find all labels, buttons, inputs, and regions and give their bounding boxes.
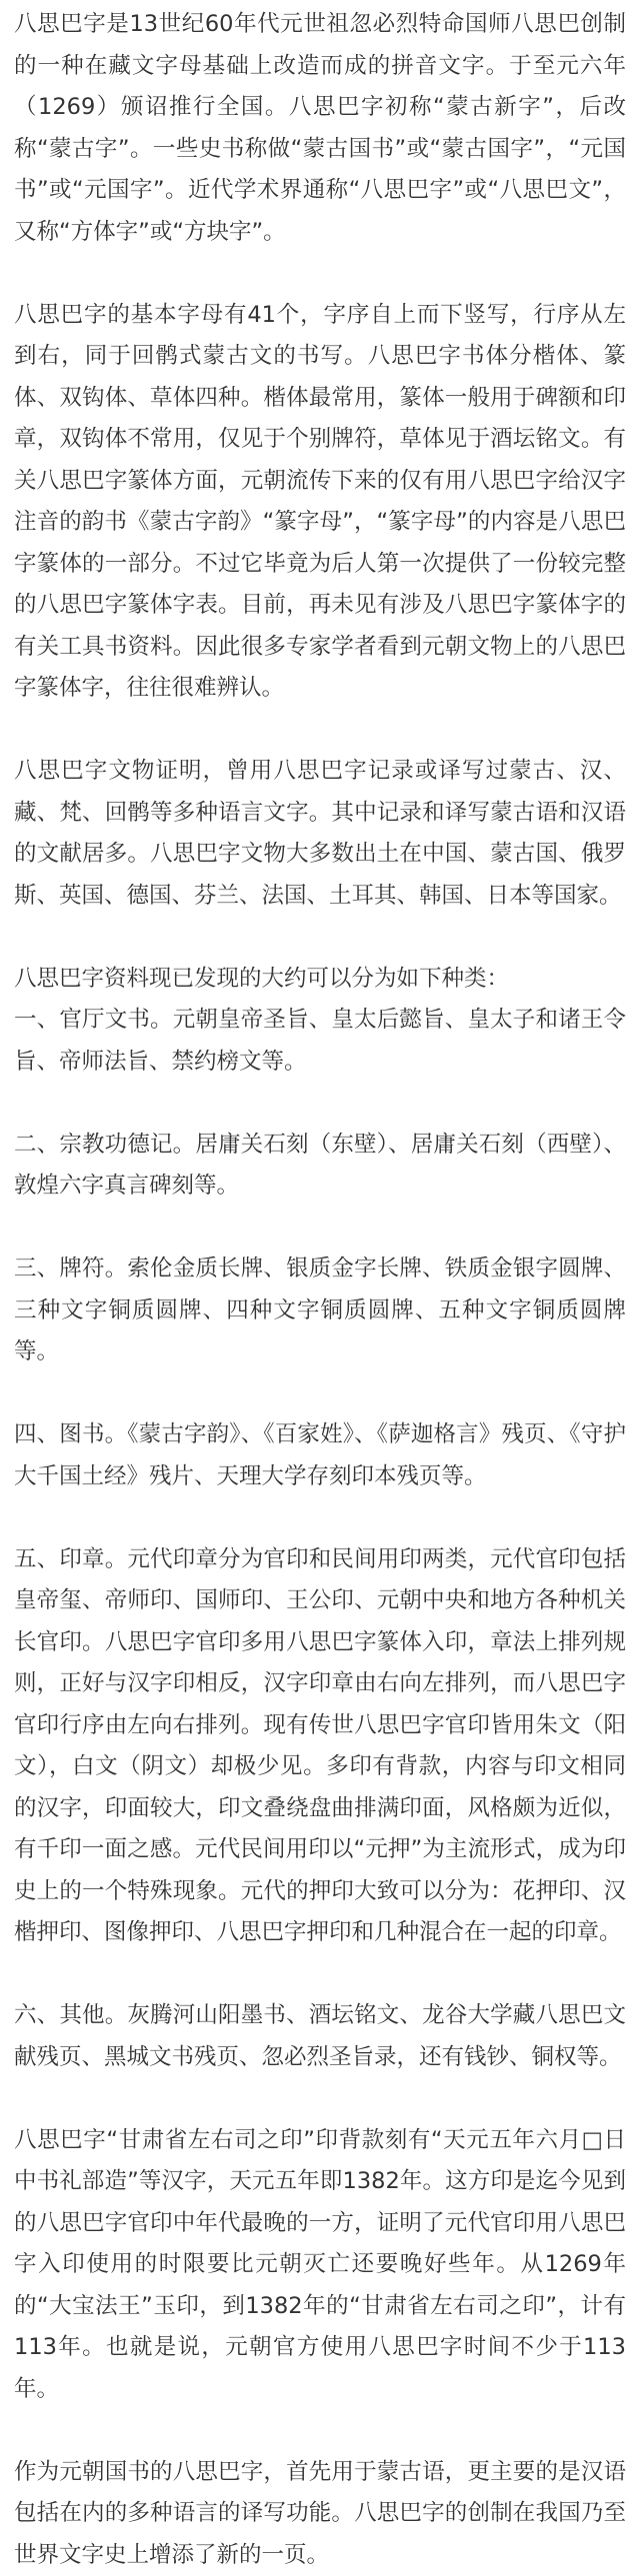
paragraph-gap	[14, 1083, 626, 1125]
paragraph-languages: 八思巴字文物证明，曾用八思巴字记录或译写过蒙古、汉、藏、梵、回鹘等多种语言文字。其中记录和译写蒙古语和汉语的文献居多。八思巴字文物大多数出土在中国、蒙古国、俄罗斯、英国、德国、芬兰、法国、土耳其、韩国、日本等国家。	[14, 751, 626, 917]
paragraph-gansu-seal: 八思巴字“甘肃省左右司之印”印背款刻有“天元五年六月□日中书礼部造”等汉字，天元五年即1382年。这方印是迄今见到的八思巴字官印中年代最晚的一方，证明了元代官印用八思巴字入印使用的时限要比元朝灭亡还要晚好些年。从1269年的“大宝法王”玉印，到1382年的“甘肃省左右司之印”，计有113年。也就是说，元朝官方使用八思巴字时间不少于113年。	[14, 2120, 626, 2411]
paragraph-official-documents: 八思巴字资料现已发现的大约可以分为如下种类： 一、官厅文书。元朝皇帝圣旨、皇太后懿旨、皇太子和诸王令旨、帝师法旨、禁约榜文等。	[14, 959, 626, 1084]
paragraph-gap	[14, 253, 626, 295]
paragraph-gap	[14, 1208, 626, 1250]
paragraph-books: 四、图书。《蒙古字韵》、《百家姓》、《萨迦格言》残页、《守护大千国土经》残片、天理大学存刻印本残页等。	[14, 1414, 626, 1497]
paragraph-religious-inscriptions: 二、宗教功德记。居庸关石刻（东壁）、居庸关石刻（西壁）、敦煌六字真言碑刻等。	[14, 1125, 626, 1208]
paragraph-gap	[14, 710, 626, 752]
paragraph-gap	[14, 2410, 626, 2452]
paragraph-conclusion: 作为元朝国书的八思巴字，首先用于蒙古语，更主要的是汉语包括在内的多种语言的译写功能。八思巴字的创制在我国乃至世界文字史上增添了新的一页。	[14, 2452, 626, 2576]
paragraph-gap	[14, 1954, 626, 1996]
paragraph-gap	[14, 2078, 626, 2120]
paragraph-gap	[14, 917, 626, 959]
paragraph-others: 六、其他。灰腾河山阳墨书、酒坛铭文、龙谷大学藏八思巴文献残页、黑城文书残页、忽必烈圣旨录，还有钱钞、铜权等。	[14, 1995, 626, 2078]
paragraph-gap	[14, 1497, 626, 1539]
paragraph-gap	[14, 1373, 626, 1415]
paragraph-seals: 五、印章。元代印章分为官印和民间用印两类，元代官印包括皇帝玺、帝师印、国师印、王公印、元朝中央和地方各种机关长官印。八思巴字官印多用八思巴字篆体入印，章法上排列规则，正好与汉字印相反，汉字印章由右向左排列，而八思巴字官印行序由左向右排列。现有传世八思巴字官印皆用朱文（阳文），白文（阴文）却极少见。多印有背款，内容与印文相同的汉字，印面较大，印文叠绕盘曲排满印面，风格颇为近似，有千印一面之感。元代民间用印以“元押”为主流形式，成为印史上的一个特殊现象。元代的押印大致可以分为：花押印、汉楷押印、图像押印、八思巴字押印和几种混合在一起的印章。	[14, 1539, 626, 1954]
paragraph-intro: 八思巴字是13世纪60年代元世祖忽必烈特命国师八思巴创制的一种在藏文字母基础上改造而成的拼音文字。于至元六年（1269）颁诏推行全国。八思巴字初称“蒙古新字”，后改称“蒙古字”。一些史书称做“蒙古国书”或“蒙古国字”，“元国书”或“元国字”。近代学术界通称“八思巴字”或“八思巴文”，又称“方体字”或“方块字”。	[14, 4, 626, 253]
paragraph-tallies: 三、牌符。索伦金质长牌、银质金字长牌、铁质金银字圆牌、三种文字铜质圆牌、四种文字铜质圆牌、五种文字铜质圆牌等。	[14, 1249, 626, 1373]
paragraph-letters-and-scripts: 八思巴字的基本字母有41个，字序自上而下竖写，行序从左到右，同于回鹘式蒙古文的书写。八思巴字书体分楷体、篆体、双钩体、草体四种。楷体最常用，篆体一般用于碑额和印章，双钩体不常用，仅见于个别牌符，草体见于酒坛铭文。有关八思巴字篆体方面，元朝流传下来的仅有用八思巴字给汉字注音的韵书《蒙古字韵》“篆字母”，“篆字母”的内容是八思巴字篆体的一部分。不过它毕竟为后人第一次提供了一份较完整的八思巴字篆体字表。目前，再未见有涉及八思巴字篆体字的有关工具书资料。因此很多专家学者看到元朝文物上的八思巴字篆体字，往往很难辨认。	[14, 295, 626, 710]
